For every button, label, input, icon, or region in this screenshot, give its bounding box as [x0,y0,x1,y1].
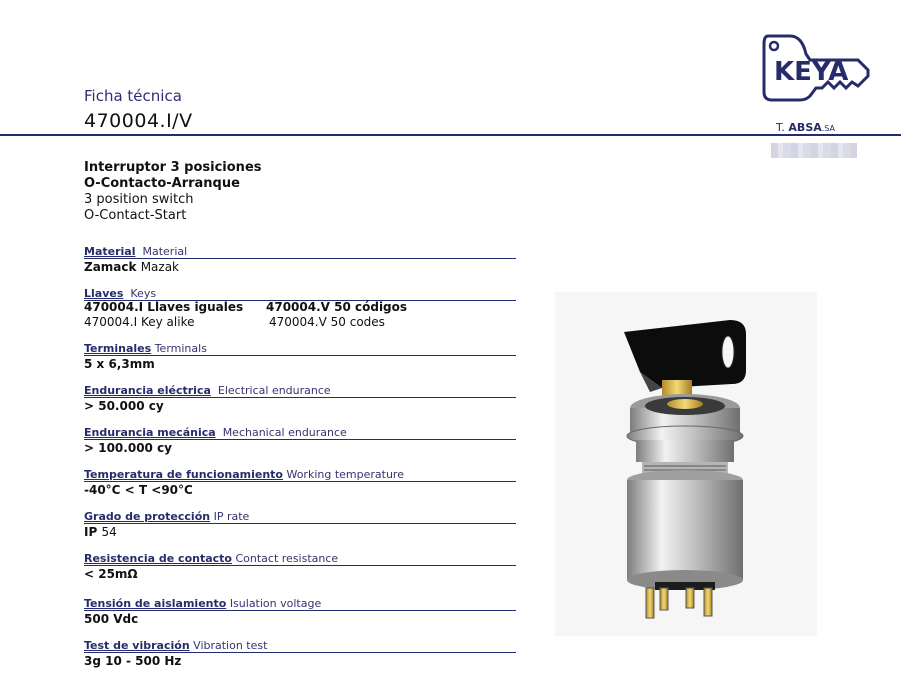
keya-logo [760,30,875,104]
title-es-2: O-Contacto-Arranque [84,176,240,191]
keys-values [84,300,524,330]
key-alike-en: 470004.I Key alike [84,315,195,329]
document-type: Ficha técnica [84,87,182,105]
spec-mechanical-endurance: Endurancia mecánica Mechanical endurance > 100.000 cy [84,426,516,456]
key-codes-es: 470004.V 50 códigos [266,300,408,314]
ignition-switch-image [600,312,770,622]
key-codes-en: 470004.V 50 codes [269,315,385,329]
spec-vibration-test: Test de vibración Vibration test 3g 10 - 500 Hz [84,639,516,669]
spec-contact-resistance: Resistencia de contacto Contact resistance < 25mΩ [84,552,516,582]
brand-text: KEYA [774,57,849,87]
spec-electrical-endurance: Endurancia eléctrica Electrical endurance > 50.000 cy [84,384,516,414]
spec-ip-rate: Grado de protección IP rate IP 54 [84,510,516,540]
title-es-1: Interruptor 3 posiciones [84,160,262,175]
product-title-block [84,160,262,224]
spec-working-temperature: Temperatura de funcionamiento Working temperature -40°C < T <90°C [84,468,516,498]
spec-material: Material Material Zamack Mazak [84,245,516,275]
header-divider [0,134,901,136]
key-alike-es: 470004.I Llaves iguales [84,300,244,314]
company-name: T. ABSA.SA [776,121,836,134]
spec-insulation-voltage: Tensión de aislamiento Isulation voltage 500 Vdc [84,597,516,627]
spec-terminals: Terminales Terminals 5 x 6,3mm [84,342,516,372]
title-en-2: O-Contact-Start [84,208,187,223]
blurred-text [771,143,857,158]
product-code: 470004.I/V [84,110,193,132]
title-en-1: 3 position switch [84,192,194,207]
spec-keys: Llaves Keys [84,287,516,301]
